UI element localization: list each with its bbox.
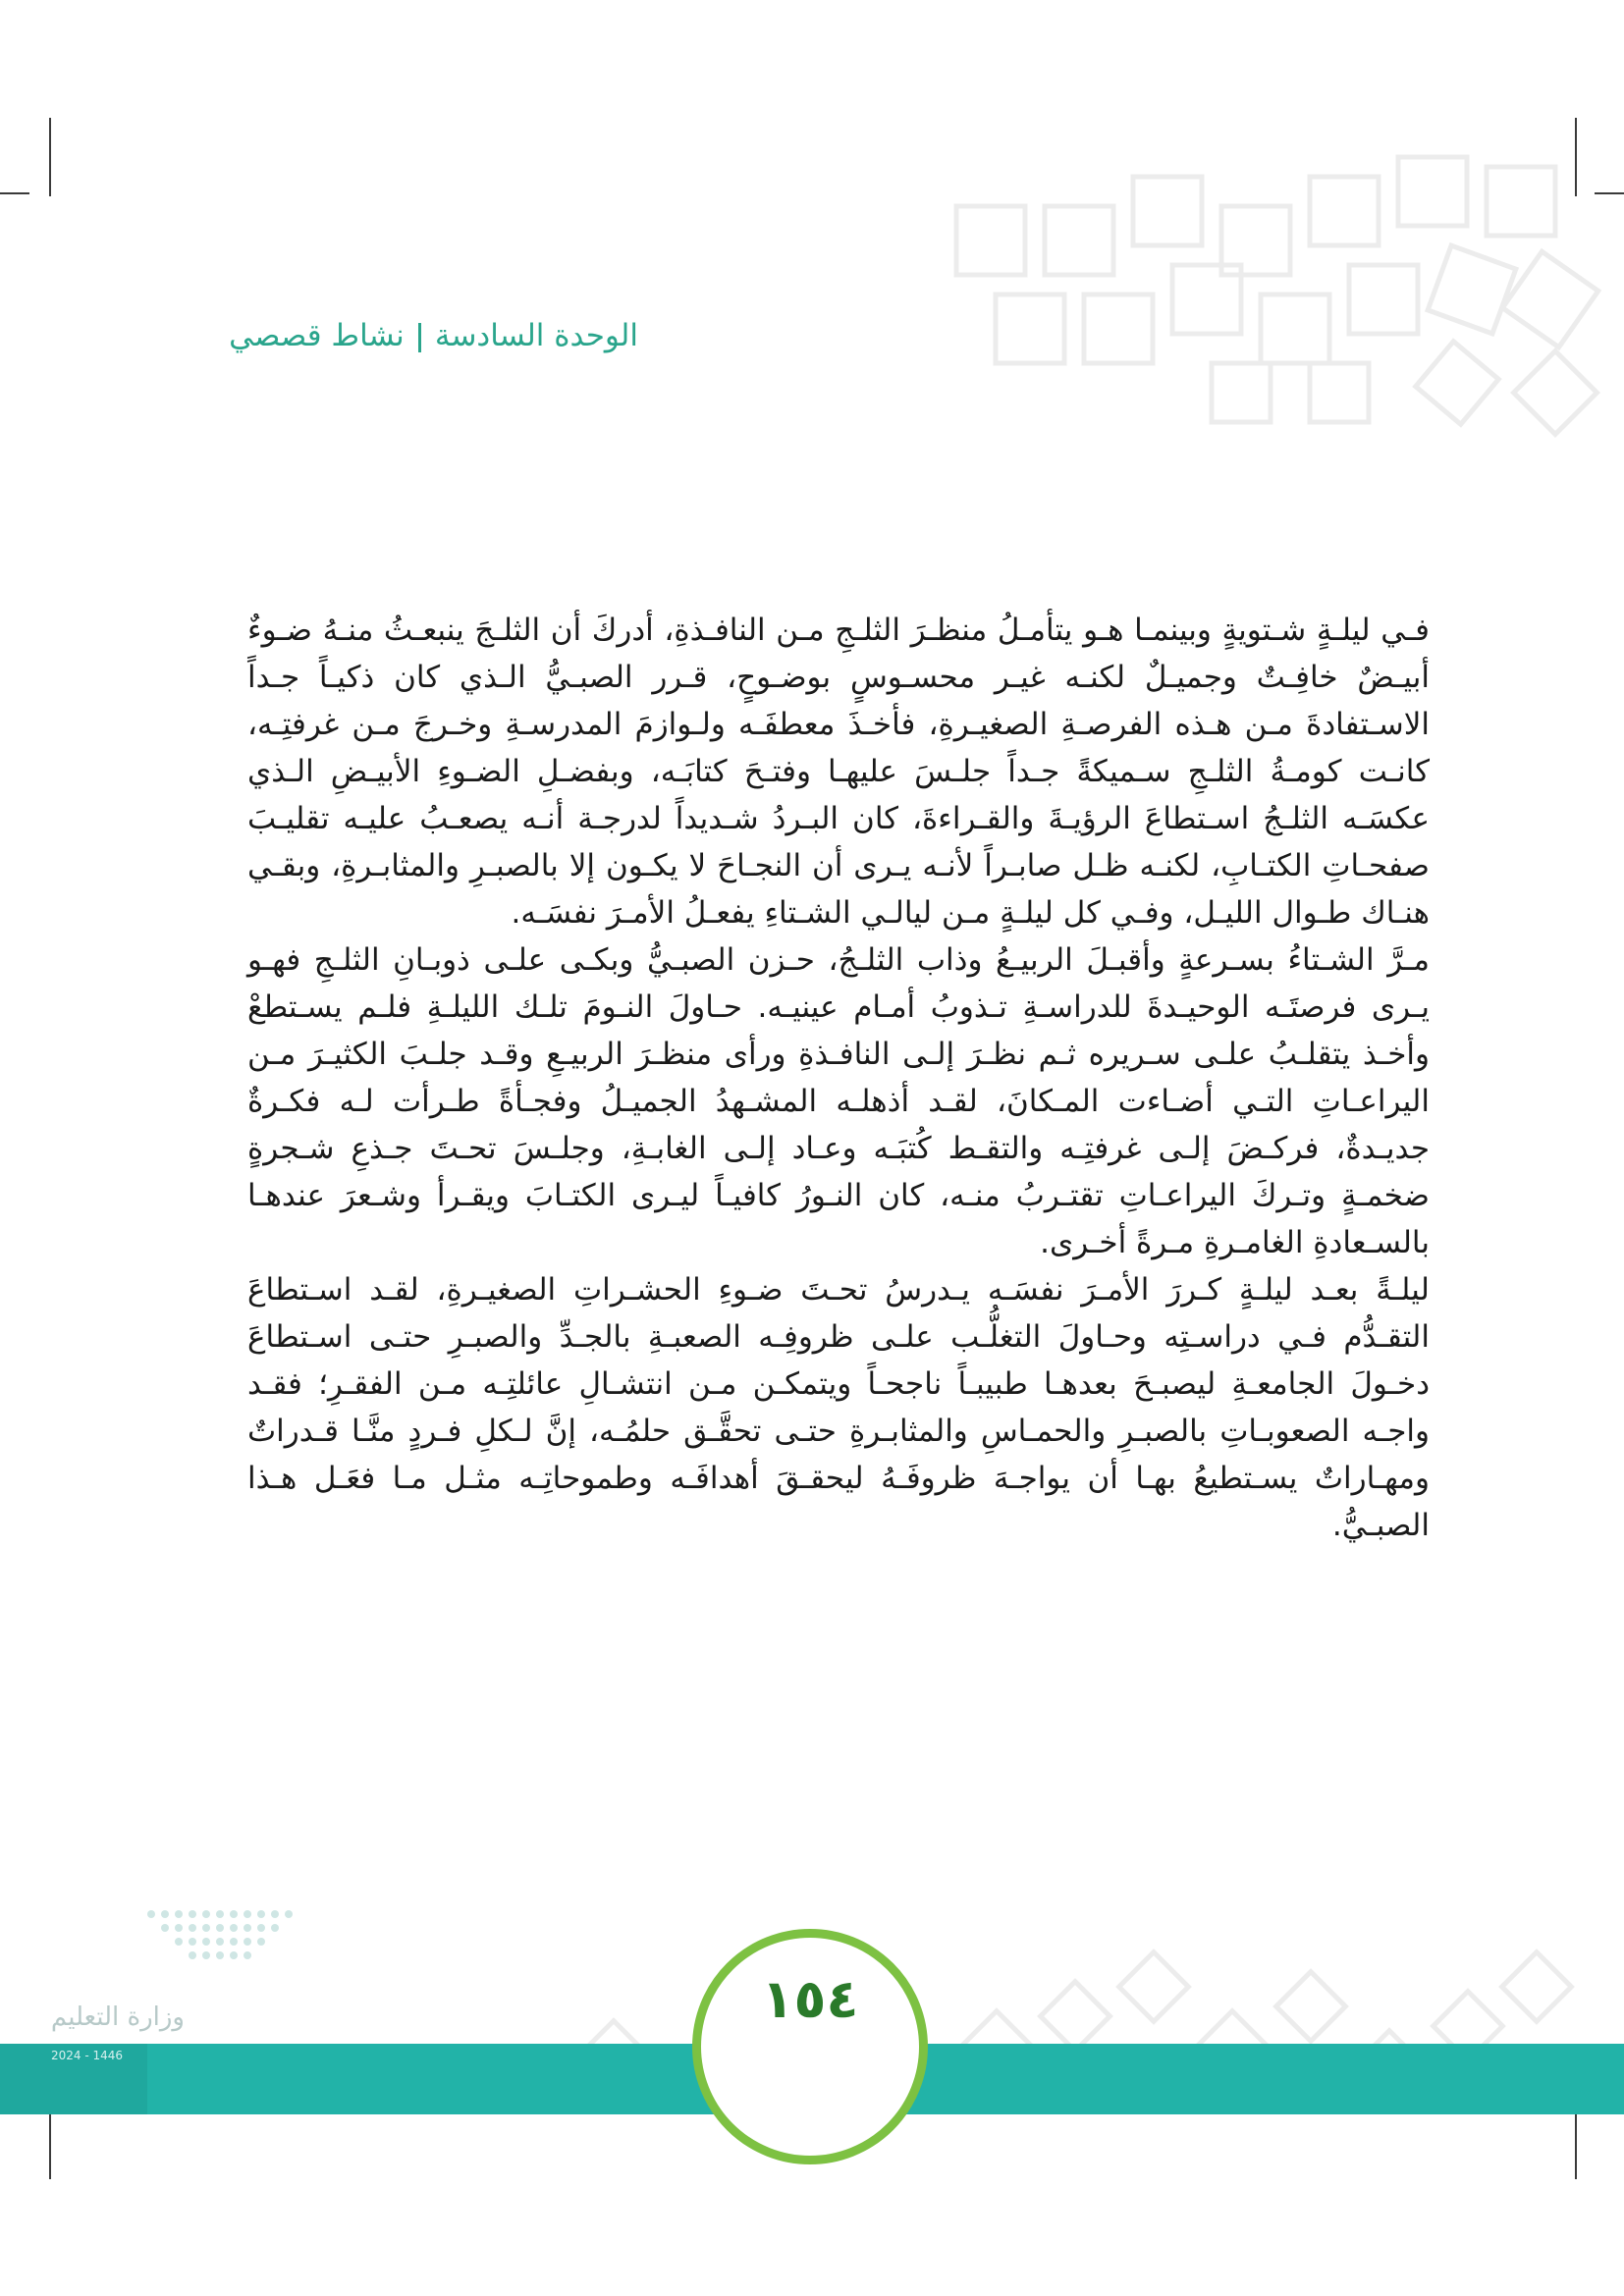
unit-title: الوحدة السادسة	[434, 318, 638, 353]
story-body	[247, 607, 1430, 1549]
page-number: ١٥٤	[761, 1968, 859, 2030]
decorative-squares-pattern	[917, 147, 1624, 442]
story-paragraph: فـي ليلـةٍ شـتويةٍ وبينمـا هـو يتأمـلُ منظـرَ الثلـجِ مـن النافـذةِ، أدركَ أن الثلـجَ ينبعـثُ منـهُ ضـوءٌ أبيـضٌ خافِـتٌ وجميـلٌ لكنـه غيـر محسـوسٍ بوضـوحٍ، قـرر الصبـيُّ الـذي كان ذكيـاً جـداً الاسـتفادةَ مـن هـذه الفرصـةِ الصغيـرةِ، فأخـذَ معطفَـه ولـوازمَ المدرسـةِ وخـرجَ مـن غرفتِـه، كانـت كومـةُ الثلـجِ سـميكةً جـداً جلـسَ عليهـا وفتـحَ كتابَـه، وبفضـلِ الضـوءِ الأبيـضِ الـذي عكسَـه الثلـجُ اسـتطاعَ الرؤيـةَ والقـراءةَ، كان البـردُ شـديداً لدرجـة أنـه يصعـبُ عليـه تقليـبَ صفحـاتِ الكتـابِ، لكنـه ظـل صابـراً لأنـه يـرى أن النجـاحَ لا يكـون إلا بالصبـرِ والمثابـرةِ، وبقـي هنـاك طـوال الليـل، وفـي كل ليلـةٍ مـن ليالـي الشـتاءِ يفعـلُ الأمـرَ نفسَـه.	[247, 613, 1430, 931]
header-separator	[418, 323, 421, 352]
ministry-name: وزارة التعليم	[50, 2002, 185, 2032]
crop-mark	[49, 118, 51, 196]
page-number-badge	[692, 1929, 928, 2164]
story-paragraph: مـرَّ الشـتاءُ بسـرعةٍ وأقبـلَ الربيـعُ وذاب الثلـجُ، حـزن الصبـيُّ وبكـى علـى ذوبـانِ الثلـجِ فهـو يـرى فرصتَـه الوحيـدةَ للدراسـةِ تـذوبُ أمـام عينيـه. حـاولَ النـومَ تلـك الليلـةِ فلـم يسـتطعْ وأخـذ يتقلـبُ علـى سـريره ثـم نظـرَ إلـى النافـذةِ ورأى منظـرَ الربيـعِ وقـد جلـبَ الكثيـرَ مـن اليراعـاتِ التـي أضـاءت المـكانَ، لقـد أذهلـه المشـهدُ الجميـلُ وفجـأةً طـرأت لـه فكـرةٌ جديـدةٌ، فركـضَ إلـى غرفتِـه والتقـط كُتبَـه وعـاد إلـى الغابـةِ، وجلـسَ تحـتَ جـذعِ شـجرةٍ ضخمـةٍ وتـركَ اليراعـاتِ تقتـربُ منـه، كان النـورُ كافيـاً ليـرى الكتـابَ ويقـرأ وشـعرَ عندهـا بالسـعادةِ الغامـرةِ مـرةً أخـرى.	[247, 942, 1430, 1260]
activity-title: نشاط قصصي	[229, 318, 405, 353]
ministry-year: 2024 - 1446	[51, 2049, 124, 2062]
page-header	[196, 318, 638, 353]
crop-mark	[0, 192, 29, 194]
story-paragraph: ليلـةً بعـد ليلـةٍ كـررَ الأمـرَ نفسَـه يـدرسُ تحـتَ ضـوءِ الحشـراتِ الصغيـرةِ، لقـد اسـتطاعَ التقـدُّم فـي دراسـتِه وحـاولَ التغلُّـب علـى ظروفِـه الصعبـةِ بالجـدِّ والصبـرِ حتـى اسـتطاعَ دخـولَ الجامعـةِ ليصبـحَ بعدهـا طبيبـاً ناجحـاً ويتمكـن مـن انتشـالِ عائلتِـه مـن الفقـرِ؛ فقـد واجـه الصعوبـاتِ بالصبـرِ والحمـاسِ والمثابـرةِ حتـى تحقَّـق حلمُـه، إنَّ لـكلِ فـردٍ منَّـا قـدراتٌ ومهـاراتٌ يسـتطيعُ بهـا أن يواجـهَ ظروفَـهُ ليحقـقَ أهدافَـه وطموحاتِـه مثـل مـا فعَـل هـذا الصبـيُّ.	[247, 1272, 1430, 1543]
